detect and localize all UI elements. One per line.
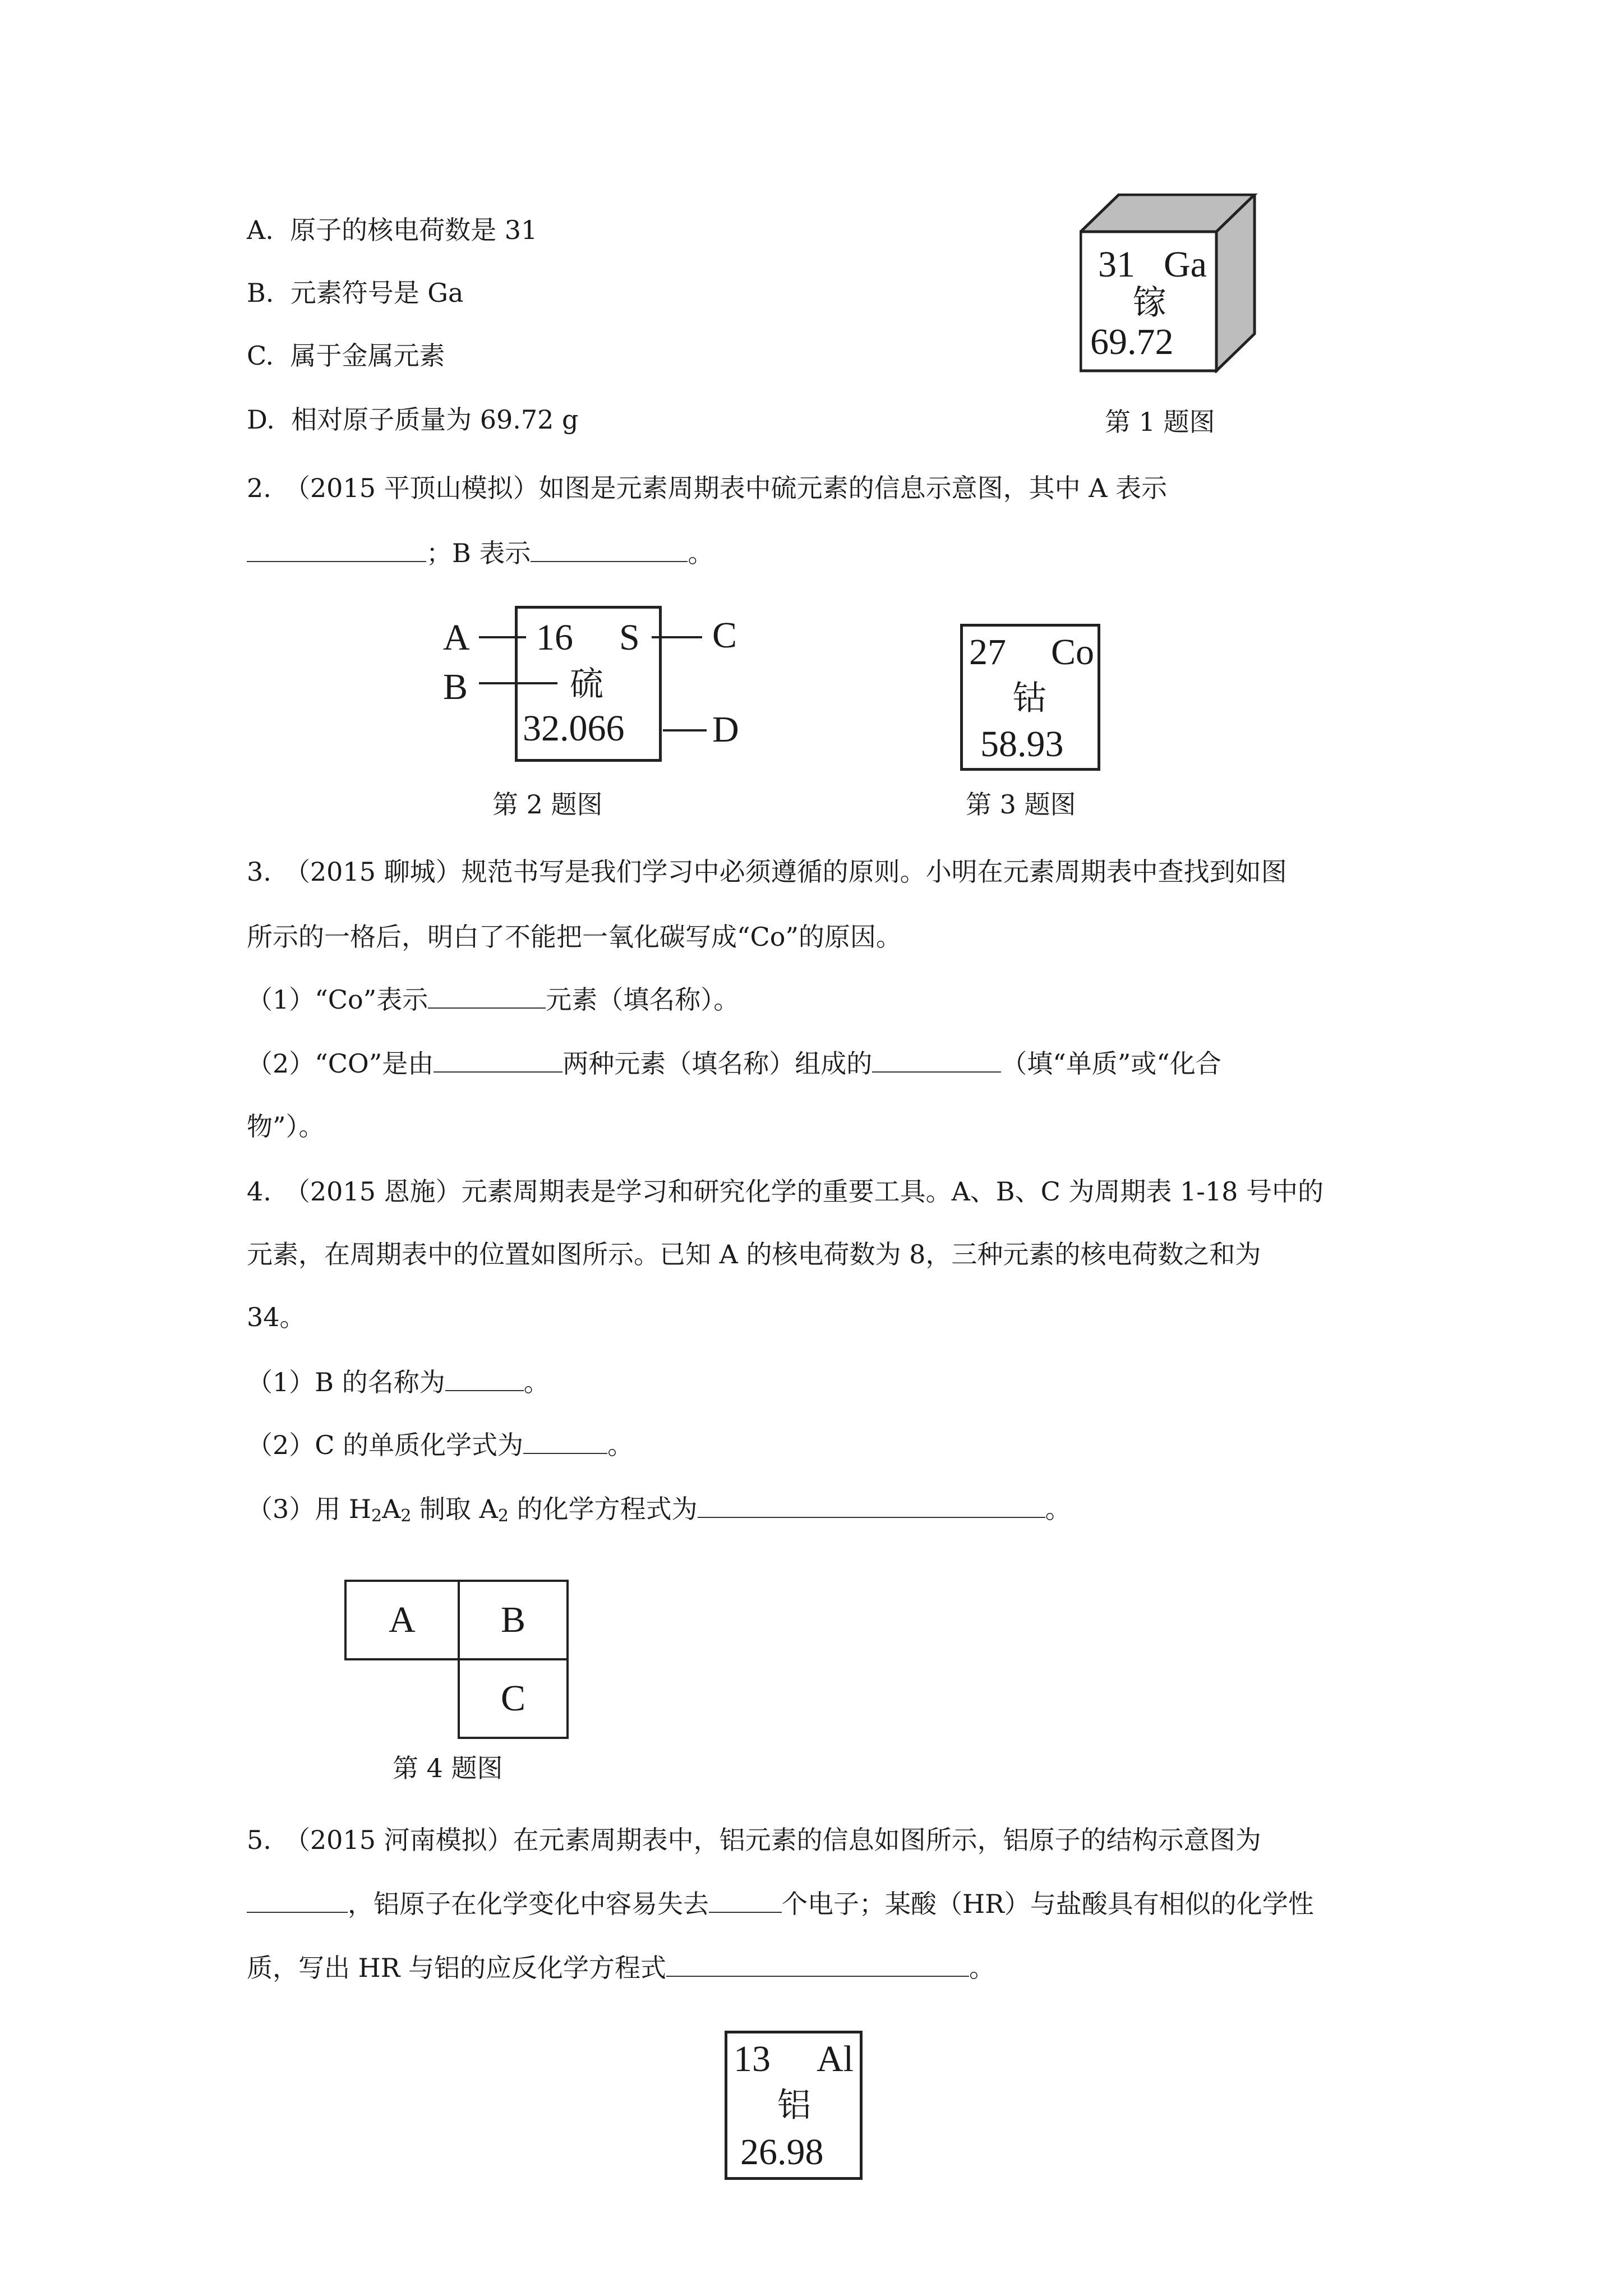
q5-line3: 质，写出 HR 与铝的应反化学方程式 。 <box>247 1951 995 1985</box>
q1-caption: 第 1 题图 <box>1105 407 1215 437</box>
label-c: C <box>712 615 737 656</box>
q3-blank-1[interactable] <box>428 983 546 1009</box>
s-number: 16 <box>536 617 573 658</box>
label-d: D <box>712 709 739 750</box>
label-a: A <box>443 617 470 658</box>
co-name: 钴 <box>1013 679 1046 718</box>
q2-caption: 第 2 题图 <box>492 789 603 820</box>
q5-blank-1[interactable] <box>247 1887 348 1913</box>
q3-sub2: （2）“CO”是由 两种元素（填名称）组成的 （填“单质”或“化合 <box>247 1047 1221 1080</box>
al-number: 13 <box>734 2039 771 2079</box>
line-b <box>479 682 557 684</box>
ga-number: 31 <box>1098 244 1135 285</box>
q3-line1: 3. （2015 聊城）规范书写是我们学习中必须遵循的原则。小明在元素周期表中查找到如图 <box>247 857 1287 887</box>
s-mass: 32.066 <box>523 708 625 749</box>
ga-symbol: Ga <box>1164 244 1207 285</box>
q1-option-b: B. 元素符号是 Ga <box>247 278 464 308</box>
q3-blank-3[interactable] <box>872 1047 1001 1073</box>
q3-blank-2[interactable] <box>434 1047 562 1073</box>
s-name: 硫 <box>570 665 603 704</box>
q4-line1: 4. （2015 恩施）元素周期表是学习和研究化学的重要工具。A、B、C 为周期表 1-18 号中的 <box>247 1176 1324 1207</box>
q5-blank-3[interactable] <box>666 1951 969 1977</box>
al-symbol: Al <box>817 2039 854 2079</box>
label-b: B <box>443 666 468 707</box>
co-symbol: Co <box>1051 632 1095 673</box>
q3-sub1: （1）“Co”表示 元素（填名称）。 <box>247 983 739 1016</box>
q4-sub2: （2）C 的单质化学式为 。 <box>247 1428 633 1462</box>
q1-option-c: C. 属于金属元素 <box>247 341 445 371</box>
q5-blank-2[interactable] <box>709 1887 782 1913</box>
line-d <box>663 729 707 731</box>
q4-caption: 第 4 题图 <box>393 1753 503 1783</box>
cell-b: B <box>458 1580 569 1660</box>
q4-line3: 34。 <box>247 1302 306 1332</box>
q3-sub2-cont: 物”）。 <box>247 1111 325 1142</box>
q1-option-a: A. 原子的核电荷数是 31 <box>247 215 538 245</box>
ga-name: 镓 <box>1133 283 1166 323</box>
q4-blank-1[interactable] <box>445 1365 524 1391</box>
q2-line1: 2. （2015 平顶山模拟）如图是元素周期表中硫元素的信息示意图，其中 A 表示 <box>247 473 1168 503</box>
q5-line2: ，铝原子在化学变化中容易失去 个电子；某酸（HR）与盐酸具有相似的化学性 <box>247 1887 1314 1921</box>
line-a <box>479 636 526 638</box>
q1-option-d: D. 相对原子质量为 69.72 g <box>247 404 579 435</box>
q4-sub3: （3）用 $H_2A_2$ 制取 $A_2$ 的化学方程式为 。 <box>247 1492 1071 1533</box>
q5-line1: 5. （2015 河南模拟）在元素周期表中，铝元素的信息如图所示，铝原子的结构示意图为 <box>247 1825 1261 1855</box>
q2-blank-b[interactable] <box>531 536 688 562</box>
cell-c: C <box>458 1658 569 1739</box>
line-c <box>652 636 702 638</box>
co-mass: 58.93 <box>980 724 1064 765</box>
q2-blank-a[interactable] <box>247 536 426 562</box>
al-name: 铝 <box>777 2086 811 2125</box>
co-number: 27 <box>969 632 1006 673</box>
q3-line2: 所示的一格后，明白了不能把一氧化碳写成“Co”的原因。 <box>247 922 902 952</box>
ga-mass: 69.72 <box>1090 321 1174 362</box>
q4-line2: 元素，在周期表中的位置如图所示。已知 A 的核电荷数为 8，三种元素的核电荷数之和为 <box>247 1239 1261 1269</box>
q2-line2: ；B 表示 。 <box>247 536 713 570</box>
q4-blank-3[interactable] <box>698 1492 1045 1518</box>
al-mass: 26.98 <box>740 2132 824 2173</box>
s-symbol: S <box>619 617 640 658</box>
q3-caption: 第 3 题图 <box>966 789 1076 820</box>
q4-sub1: （1）B 的名称为 。 <box>247 1365 550 1399</box>
q4-blank-2[interactable] <box>523 1428 607 1454</box>
cell-a: A <box>344 1580 460 1660</box>
